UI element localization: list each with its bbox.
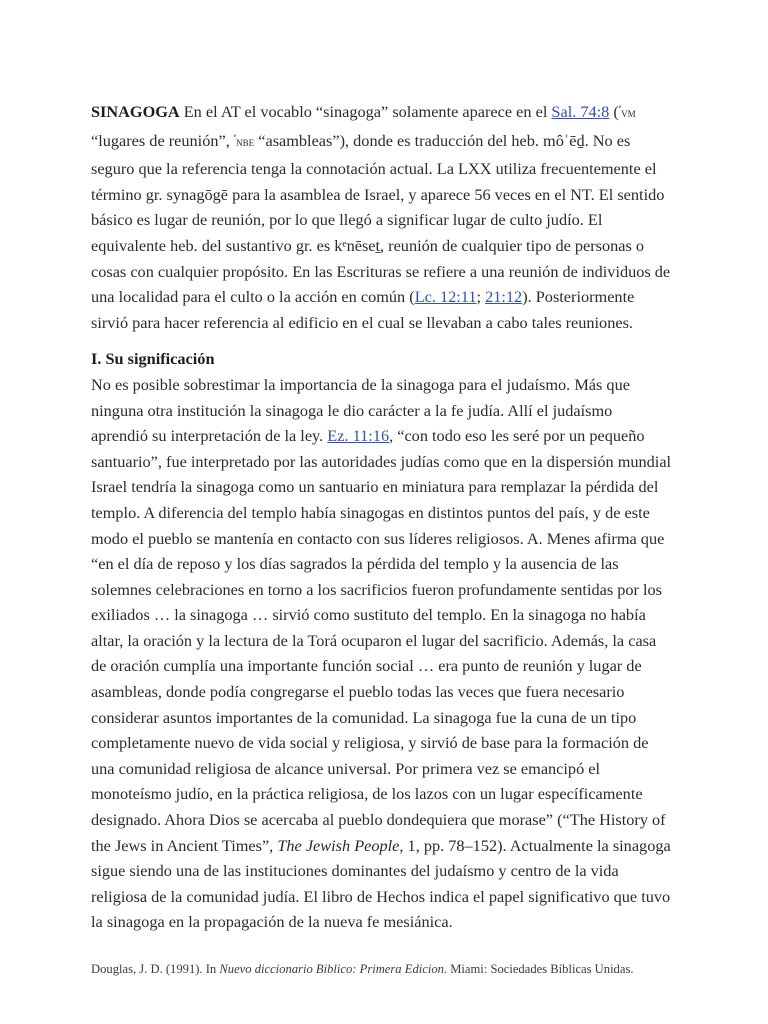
book-title: The Jewish People xyxy=(277,835,400,855)
citation-text: . Miami: Sociedades Bíblicas Unidas. xyxy=(443,962,634,976)
text-segment: , 1, pp. 78–152). Actualmente la sinagoga sigue siendo una de las instituciones dominantes del judaísmo y centro de la vida religiosa de la comunidad judía. El libro de Hechos indica el papel significativo que tuvo la sinagoga en la propagación de la nueva fe mesiánica. xyxy=(91,835,671,932)
text-segment: No es posible sobrestimar la importancia de la sinagoga para el judaísmo. Más que ninguna otra institución la sinagoga le dio carácter a la fe judía. Allí el judaísmo aprendió su interpretación de la ley. xyxy=(91,374,630,446)
text-segment: “asambleas”), donde es traducción del heb. môʿēḏ. No es seguro que la referencia tenga la connotación actual. La LXX utiliza frecuentemente el término gr. synagōgē para la asamblea de Israel, y aparece 56 veces en el NT. El sentido básico es lugar de reunión, por lo que llegó a significar lugar de culto judío. El equivalente heb. del sustantivo gr. es kᵉnēseṯ, reunión de cualquier tipo de personas o cosas con cualquier propósito. En las Escrituras se refiere a una reunión de individuos de una localidad para el culto o la acción en común ( xyxy=(91,130,671,307)
scripture-link-sal-74-8[interactable]: Sal. 74:8 xyxy=(551,102,610,121)
citation-title: Nuevo diccionario Biblico: Primera Edicion xyxy=(219,962,444,976)
version-marker: ᵉ xyxy=(233,131,237,142)
section-heading: I. Su significación xyxy=(91,349,215,369)
text-segment: ; xyxy=(476,287,486,307)
citation-text: Douglas, J. D. (1991). In xyxy=(91,962,220,976)
scripture-link-ez-11-16[interactable]: Ez. 11:16 xyxy=(327,426,390,446)
entry-paragraph-1 xyxy=(91,99,673,335)
article-body xyxy=(91,99,673,935)
text-segment: “lugares de reunión”, xyxy=(91,130,234,150)
text-segment: , “con todo eso les seré por un pequeño santuario”, fue interpretado por las autoridades judías como que en la dispersión mundial Israel tendría la sinagoga como un santuario en miniatura para remplazar la pérdida del templo. A diferencia del templo había sinagogas en distintos puntos del país, y de este modo el pueblo se mantenía en contacto con sus líderes religiosos. A. Menes afirma que “en el día de reposo y los días sagrados la pérdida del templo y la ausencia de las solemnes celebraciones en torno a los sacrificios fueron profundamente sentidas por los exiliados … la sinagoga … sirvió como sustituto del templo. En la sinagoga no había altar, la oración y la lectura de la Torá ocuparon el lugar del sacrificio. Además, la casa de oración cumplía una importante función social … era punto de reunión y lugar de asambleas, donde podía congregarse el pueblo todas las veces que fuera necesario considerar asuntos importantes de la comunidad. La sinagoga fue la cuna de un tipo completamente nuevo de vida social y religiosa, y sirvió de base para la formación de una comunidad religiosa de alcance universal. Por primera vez se emancipó el monoteísmo judío, en la práctica religiosa, de los lazos con un lugar específicamente designado. Ahora Dios se acercaba al pueblo dondequiera que morase” (“The History of the Jews in Ancient Times”, xyxy=(91,426,672,855)
version-abbrev: VM xyxy=(621,109,636,119)
text-segment: ( xyxy=(609,102,619,121)
scripture-link-lc-21-12[interactable]: 21:12 xyxy=(485,287,523,307)
text-segment: ). Posteriormente sirvió para hacer referencia al edificio en el cual se llevaban a cabo tales reuniones. xyxy=(91,287,635,332)
scripture-link-lc-12-11[interactable]: Lc. 12:11 xyxy=(414,287,477,307)
version-marker: ᵉ xyxy=(618,102,622,113)
entry-term: SINAGOGA xyxy=(91,102,180,121)
entry-paragraph-2 xyxy=(91,372,673,935)
version-abbrev: NBE xyxy=(236,137,255,148)
text-segment: En el AT el vocablo “sinagoga” solamente aparece en el xyxy=(179,102,552,121)
citation-footer xyxy=(91,960,711,978)
